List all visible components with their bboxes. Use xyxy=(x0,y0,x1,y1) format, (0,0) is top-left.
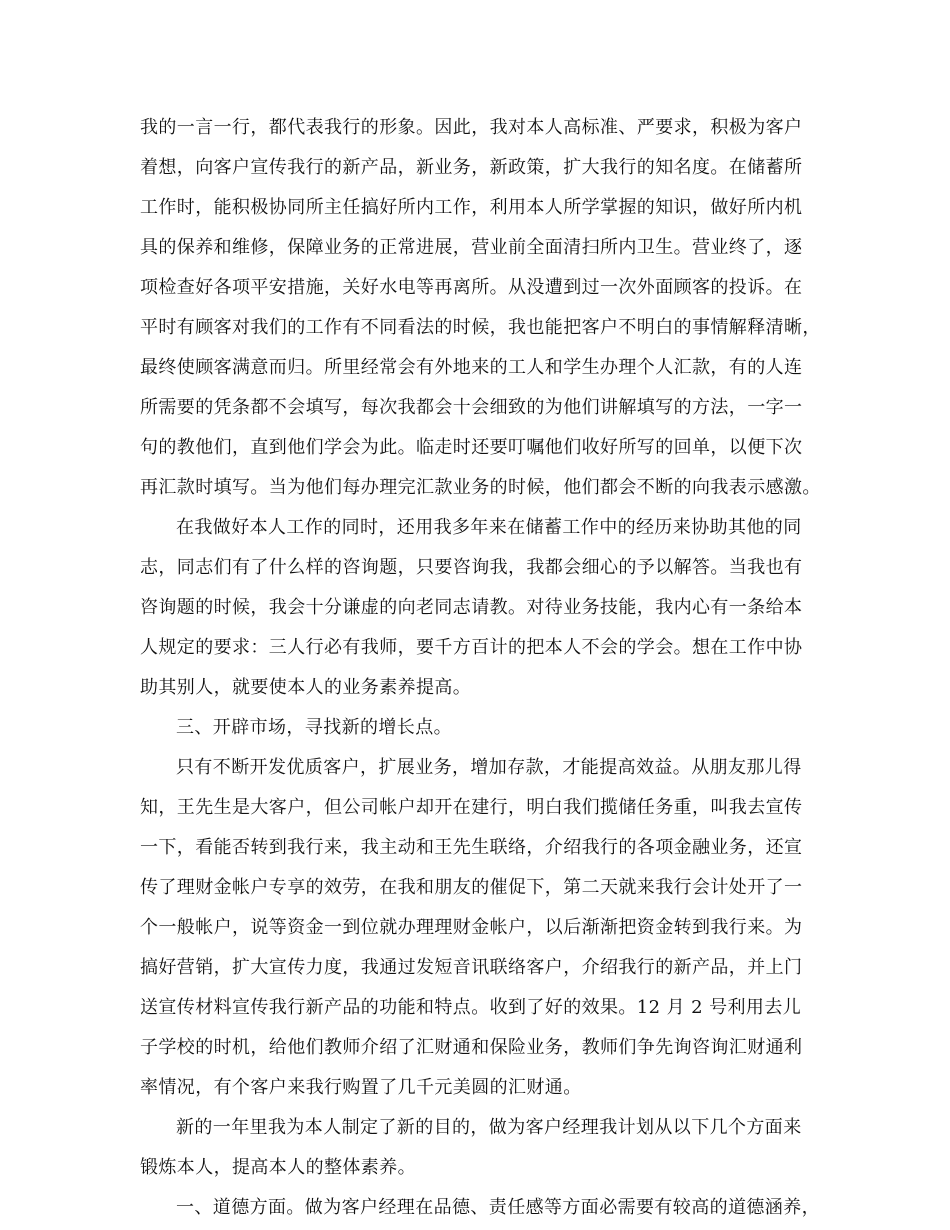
text-line: 助其别人，就要使本人的业务素养提高。 xyxy=(140,677,472,698)
text-line: 句的教他们，直到他们学会为此。临走时还要叮嘱他们收好所写的回单，以便下次 xyxy=(140,437,803,458)
text-line: 只有不断开发优质客户，扩展业务，增加存款，才能提高效益。从朋友那儿得 xyxy=(176,757,802,778)
text-line: 知，王先生是大客户，但公司帐户却开在建行，明白我们揽储任务重，叫我去宣传 xyxy=(140,797,803,818)
text-line: 锻炼本人，提高本人的整体素养。 xyxy=(140,1157,416,1178)
document-body xyxy=(140,108,830,1228)
text-line: 项检查好各项平安措施，关好水电等再离所。从没遭到过一次外面顾客的投诉。在 xyxy=(140,277,803,298)
text-line: 一下，看能否转到我行来，我主动和王先生联络，介绍我行的各项金融业务，还宣 xyxy=(140,837,803,858)
text-line: 子学校的时机，给他们教师介绍了汇财通和保险业务，教师们争先询咨询汇财通利 xyxy=(140,1037,803,1058)
text-line: 搞好营销，扩大宣传力度，我通过发短音讯联络客户，介绍我行的新产品，并上门 xyxy=(140,957,803,978)
text-line: 工作时，能积极协同所主任搞好所内工作，利用本人所学掌握的知识，做好所内机 xyxy=(140,197,803,218)
text-line: 送宣传材料宣传我行新产品的功能和特点。收到了好的效果。12 月 2 号利用去儿 xyxy=(140,997,802,1018)
text-line: 一、道德方面。做为客户经理在品德、责任感等方面必需要有较高的道德涵养， xyxy=(176,1197,820,1218)
text-line: 所需要的凭条都不会填写，每次我都会十会细致的为他们讲解填写的方法，一字一 xyxy=(140,397,803,418)
text-line: 新的一年里我为本人制定了新的目的，做为客户经理我计划从以下几个方面来 xyxy=(176,1117,802,1138)
text-line: 率情况，有个客户来我行购置了几千元美圆的汇财通。 xyxy=(140,1077,582,1098)
text-line: 人规定的要求：三人行必有我师，要千方百计的把本人不会的学会。想在工作中协 xyxy=(140,637,803,658)
text-line: 传了理财金帐户专享的效劳，在我和朋友的催促下，第二天就来我行会计处开了一 xyxy=(140,877,803,898)
text-line: 着想，向客户宣传我行的新产品，新业务，新政策，扩大我行的知名度。在储蓄所 xyxy=(140,157,803,178)
text-line: 咨询题的时候，我会十分谦虚的向老同志请教。对待业务技能，我内心有一条给本 xyxy=(140,597,803,618)
text-line: 再汇款时填写。当为他们每办理完汇款业务的时候，他们都会不断的向我表示感激。 xyxy=(140,477,821,498)
text-line: 具的保养和维修，保障业务的正常进展，营业前全面清扫所内卫生。营业终了，逐 xyxy=(140,237,803,258)
text-line: 最终使顾客满意而归。所里经常会有外地来的工人和学生办理个人汇款，有的人连 xyxy=(140,357,803,378)
text-line: 个一般帐户，说等资金一到位就办理理财金帐户，以后渐渐把资金转到我行来。为 xyxy=(140,917,803,938)
text-line: 平时有顾客对我们的工作有不同看法的时候，我也能把客户不明白的事情解释清晰， xyxy=(140,317,821,338)
text-line: 我的一言一行，都代表我行的形象。因此，我对本人高标准、严要求，积极为客户 xyxy=(140,117,803,138)
text-line: 在我做好本人工作的同时，还用我多年来在储蓄工作中的经历来协助其他的同 xyxy=(176,517,802,538)
text-line: 志，同志们有了什么样的咨询题，只要咨询我，我都会细心的予以解答。当我也有 xyxy=(140,557,803,578)
text-line: 三、开辟市场，寻找新的增长点。 xyxy=(176,717,452,738)
